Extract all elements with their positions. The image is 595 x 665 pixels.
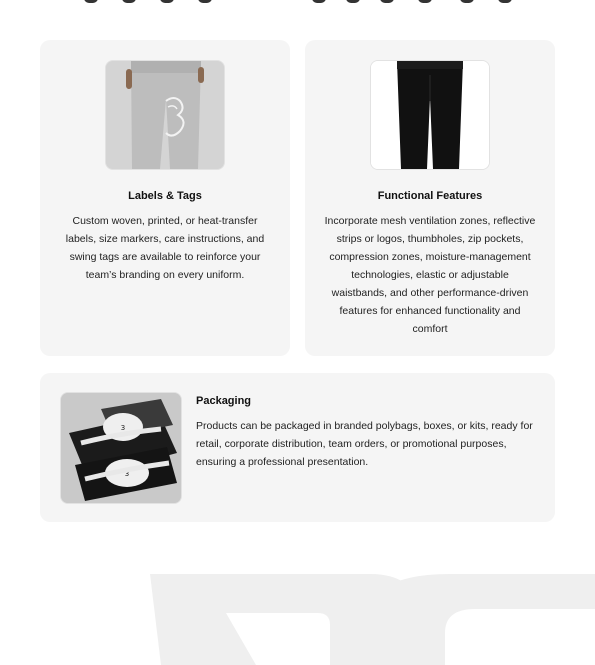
folded-shirts-packaging-image bbox=[60, 392, 182, 504]
svg-text:3: 3 bbox=[120, 424, 126, 432]
background-decoration bbox=[0, 560, 595, 665]
functional-features-description: Incorporate mesh ventilation zones, reflective strips or logos, thumbholes, zip pockets, compression zones, moisture-management technologies, elastic or adjustable waistbands, and other performance-driven features for enhanced functionality and comfort bbox=[324, 215, 536, 335]
svg-text:3: 3 bbox=[124, 470, 130, 478]
grey-sweatpants-image bbox=[105, 60, 225, 170]
labels-tags-title: Labels & Tags bbox=[128, 190, 202, 202]
black-sweatpants-image bbox=[370, 60, 490, 170]
packaging-card bbox=[40, 373, 555, 522]
labels-tags-description: Custom woven, printed, or heat-transfer labels, size markers, care instructions, and swing tags are available to reinforce your team’s branding on every uniform. bbox=[65, 215, 265, 281]
packaging-title: Packaging bbox=[196, 395, 252, 407]
functional-features-card bbox=[305, 40, 555, 356]
functional-features-title: Functional Features bbox=[377, 190, 483, 202]
packaging-description: Products can be packaged in branded polybags, boxes, or kits, ready for retail, corporate distribution, team orders, or promotional purposes, ensuring a professional presentation. bbox=[196, 420, 533, 468]
labels-tags-card bbox=[40, 40, 290, 356]
top-heading-cutoff bbox=[0, 0, 595, 10]
